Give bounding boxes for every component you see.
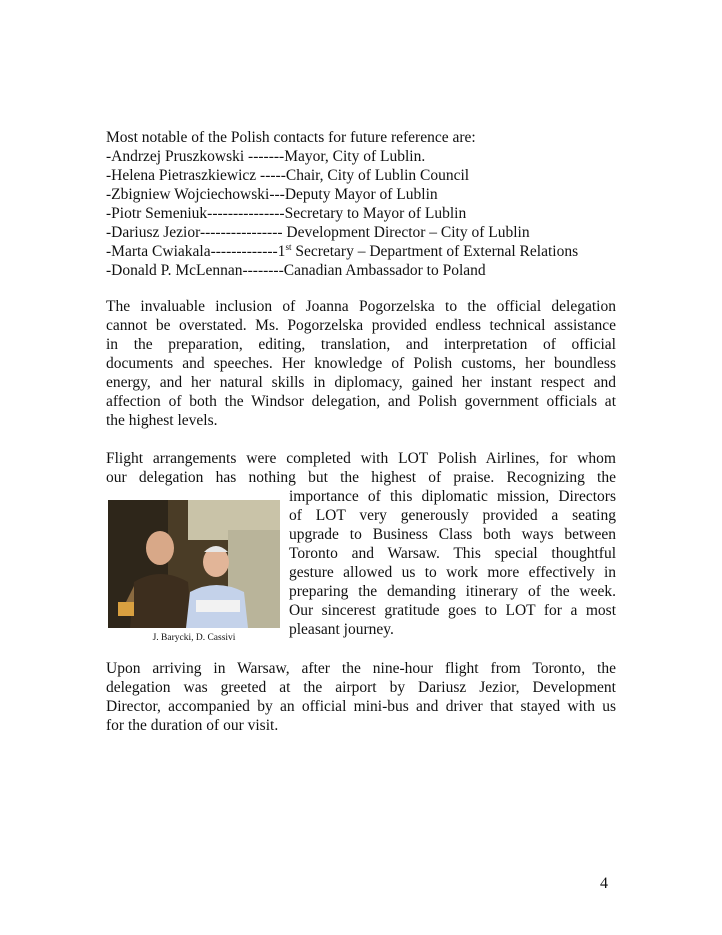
contact-marta-superscript: st [285, 241, 292, 252]
text-line: in the preparation, editing, translation, and interpretation of official [106, 336, 616, 353]
text-line: Our sincerest gratitude goes to LOT for a most [289, 602, 616, 619]
text-line: for the duration of our visit. [106, 717, 279, 734]
text-line: of LOT very generously provided a seating [289, 507, 616, 524]
text-line: preparing the demanding itinerary of the week. [289, 583, 616, 600]
contacts-intro: Most notable of the Polish contacts for future reference are: [106, 129, 476, 146]
contact-marta-prefix: -Marta Cwiakala-------------1 [106, 243, 286, 260]
folder-in-hand [118, 602, 134, 616]
text-line: our delegation has nothing but the highest of praise. Recognizing the [106, 469, 616, 486]
text-line: upgrade to Business Class both ways between [289, 526, 616, 543]
contact-entry: -Donald P. McLennan--------Canadian Ambassador to Poland [106, 262, 486, 279]
paragraph-flight-wrapped [289, 487, 616, 639]
text-line: Upon arriving in Warsaw, after the nine-hour flight from Toronto, the [106, 660, 616, 677]
text-line: pleasant journey. [289, 621, 394, 638]
text-line: documents and speeches. Her knowledge of Polish customs, her boundless [106, 355, 616, 372]
paragraph-arrival [106, 659, 616, 735]
page-number: 4 [600, 875, 608, 892]
contact-entry-marta [106, 242, 616, 261]
text-line: affection of both the Windsor delegation, and Polish government officials at [106, 393, 616, 410]
photo-illustration [108, 500, 280, 628]
text-line: cannot be overstated. Ms. Pogorzelska provided endless technical assistance [106, 317, 616, 334]
text-line: gesture allowed us to work more effectively in [289, 564, 616, 581]
text-line: The invaluable inclusion of Joanna Pogorzelska to the official delegation [106, 298, 616, 315]
paper-in-hands [196, 600, 240, 612]
text-line: the highest levels. [106, 412, 218, 429]
text-line: Toronto and Warsaw. This special thoughtful [289, 545, 616, 562]
paragraph-flight-top [106, 449, 616, 487]
contact-entry: -Piotr Semeniuk---------------Secretary to Mayor of Lublin [106, 205, 467, 222]
contact-entry: -Helena Pietraszkiewicz -----Chair, City of Lublin Council [106, 167, 470, 184]
photo-caption: J. Barycki, D. Cassivi [152, 633, 236, 643]
contact-entry: -Dariusz Jezior---------------- Development Director – City of Lublin [106, 224, 530, 241]
text-line: energy, and her natural skills in diplomacy, gained her instant respect and [106, 374, 616, 391]
contact-entry: -Andrzej Pruszkowski -------Mayor, City of Lublin. [106, 148, 426, 165]
delegation-photo [108, 500, 280, 628]
person-left-head [146, 531, 174, 565]
contact-entry: -Zbigniew Wojciechowski---Deputy Mayor of Lublin [106, 186, 438, 203]
contacts-list [106, 128, 616, 280]
text-line: Flight arrangements were completed with LOT Polish Airlines, for whom [106, 450, 616, 467]
person-left-body [130, 574, 192, 628]
contact-marta-suffix: Secretary – Department of External Relations [291, 243, 579, 260]
text-line: delegation was greeted at the airport by Dariusz Jezior, Development [106, 679, 616, 696]
text-line: Director, accompanied by an official mini-bus and driver that stayed with us [106, 698, 616, 715]
text-line: importance of this diplomatic mission, Directors [289, 488, 616, 505]
paragraph-delegation [106, 297, 616, 430]
